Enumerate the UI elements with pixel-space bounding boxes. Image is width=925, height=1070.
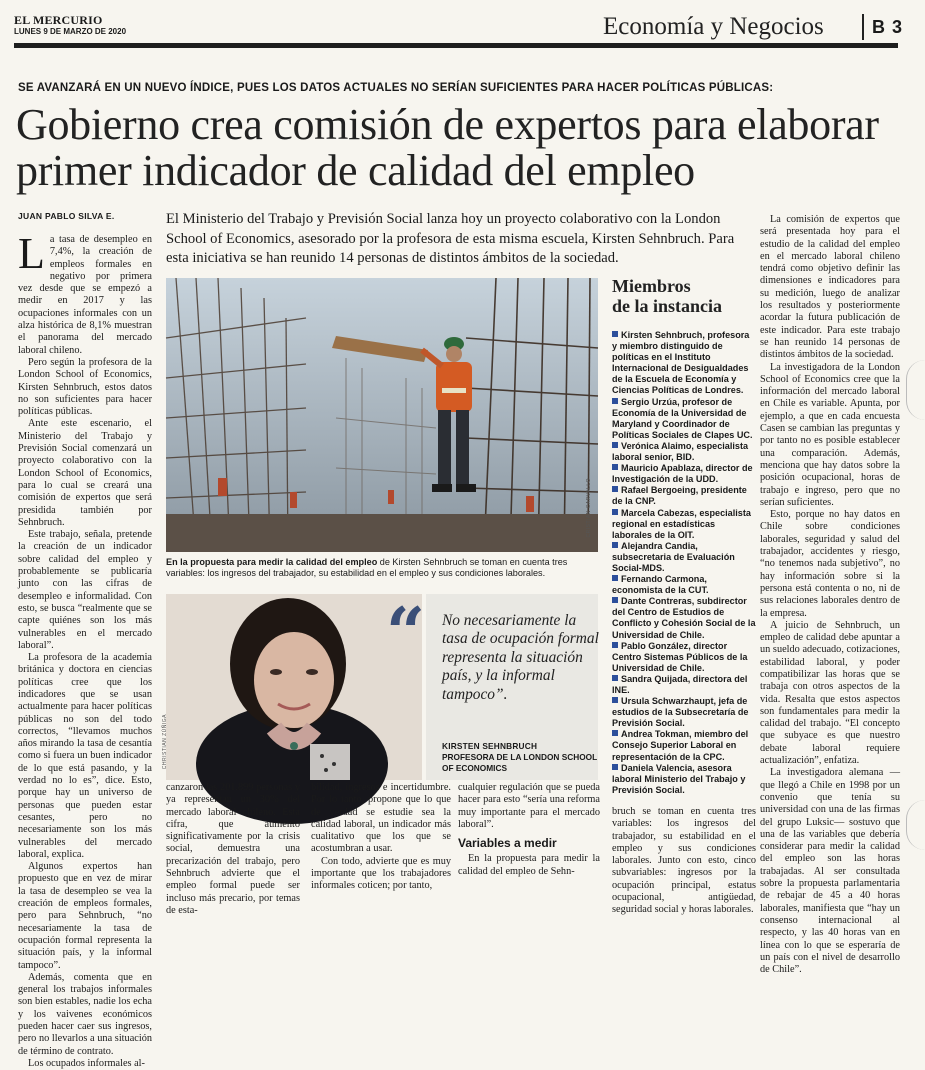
quote-author: KIRSTEN SEHNBRUCH <box>442 741 538 751</box>
paragraph: Este trabajo, señala, pretende la creación de un indicador sobre calidad del empleo y probablemente se publicaría junto con las cifras de desempleo e informalidad. Con esto, se busca “realmente que se capte quiénes son los más vulnerables en el mercado laboral”. <box>18 529 152 651</box>
members-title: Miembros de la instancia <box>612 276 723 316</box>
bullet-icon <box>612 597 618 603</box>
paragraph: Pero según la profesora de la London School of Economics, Kirsten Sehnbruch, estos datos no son suficientes para hacer políticas públicas. <box>18 356 152 418</box>
paragraph: La investigadora de la London School of Economics cree que la información del mercado laboral en Chile es variable. Apunta, por ejemplo, a que en cada encuesta Casen se cambian las preguntas y por tanto no es posible establecer una comparación. Además, menciona que hay datos sobre la posición ocupacional, horas de trabajo e ingreso, pero que no serían suficientes. <box>760 361 900 508</box>
list-item: Ursula Schwarzhaupt, jefa de estudios de la Subsecretaría de Previsión Social. <box>612 696 749 729</box>
publication-name: EL MERCURIO <box>14 13 103 27</box>
lede: El Ministerio del Trabajo y Previsión Social lanza hoy un proyecto colaborativo con la London School of Economics, asesorado por la profesora de esta misma escuela, Kirsten Sehnbruch. Para esta iniciativa se han reunido 14 personas de distintos ámbitos de la sociedad. <box>166 211 735 267</box>
list-item: Mauricio Apablaza, director de Investigación de la UDD. <box>612 463 753 485</box>
list-item: Marcela Cabezas, especialista regional en estadísticas laborales de la OIT. <box>612 507 751 540</box>
bullet-icon <box>612 697 618 703</box>
publication-date: LUNES 9 DE MARZO DE 2020 <box>14 27 127 36</box>
quote-author-title: PROFESORA DE LA LONDON SCHOOL OF ECONOMICS <box>442 752 598 773</box>
pull-quote: No necesariamente la tasa de ocupación formal representa la situación país, y la informal tampoco”. <box>442 612 599 703</box>
kicker: SE AVANZARÁ EN UN NUEVO ÍNDICE, PUES LOS DATOS ACTUALES NO SERÍAN SUFICIENTES PARA HACER POLÍTICAS PÚBLICAS: <box>18 82 774 94</box>
bullet-icon <box>612 542 618 548</box>
header-rule <box>14 43 898 48</box>
paragraph: A juicio de Sehnbruch, un empleo de calidad debe apuntar a un sueldo adecuado, cotizaciones, estabilidad laboral, y poder compatibilizar las horas que se trabaja con otros aspectos de la vida. Resalta que estos aspectos son fundamentales para medir la calidad del trabajo. “El concepto que subyace es que nuestro debate laboral requiere actualización”, enfatiza. <box>760 619 900 767</box>
article-column-4 <box>458 782 600 878</box>
list-item: Andrea Tokman, miembro del Consejo Superior Laboral en representación de la CPC. <box>612 729 749 762</box>
list-item: Kirsten Sehnbruch, profesora y miembro distinguido de políticas en el Instituto Internacional de Desigualdades de la Escuela de Economía y Ciencias Políticas de Londres. <box>612 330 750 396</box>
paragraph: Con todo, advierte que es muy importante que los trabajadores informales coticen; por tanto, <box>311 855 451 892</box>
list-item: Dante Contreras, subdirector del Centro de Estudios de Conflicto y Cohesión Social de la Universidad de Chile. <box>612 596 756 640</box>
paragraph: En la propuesta para medir la calidad del empleo de Sehn- <box>458 853 600 877</box>
paragraph: La comisión de expertos que será presentada hoy para el estudio de la calidad del empleo en el mercado laboral chileno tendrá como objetivo definir las dimensiones e indicadores para su medición, luego de analizar los resultados y posteriormente acordar la futura publicación de este indicador. Para este trabajo se han reunido 14 personas de distintos ámbitos de la sociedad. <box>760 214 900 361</box>
subheading: Variables a medir <box>458 836 557 851</box>
page-curl-mark <box>906 360 925 420</box>
construction-photo-illustration <box>166 278 598 552</box>
list-item: Fernando Carmona, economista de la CUT. <box>612 574 709 596</box>
headline: Gobierno crea comisión de expertos para elaborar primer indicador de calidad del empleo <box>16 100 879 195</box>
paragraph: Esto, porque no hay datos en Chile sobre condiciones laborales, seguridad y salud del trabajador, accidentes y riesgo, “no tenemos nada subjetivo”, no hay información sobre si la persona está contenta o no, ni de sus relaciones laborales dentro de la empresa. <box>760 509 900 619</box>
list-item: Daniela Valencia, asesora laboral Ministerio del Trabajo y Previsión Social. <box>612 762 746 795</box>
paragraph: La profesora de la academia británica y doctora en ciencias políticas cree que los indicadores que se usan actualmente para hacer políticas públicas no son del todo correctos, “llevamos muchos años mirando la tasa de cesantía como si fuera un buen indicador de lo que está pasando, y la verdad no lo es”, dice. Esto, porque hay un universo de personas que pueden estar cesantes, pero no necesariamente son los más vulnerables del mercado laboral, explica. <box>18 652 152 860</box>
paragraph: La tasa de desempleo en 7,4%, la creación de empleos formales en negativo por primera vez desde que se empezó a medir en 2017 y las ocupaciones informales con un alza histórica de 8,1% muestran el panorama del mercado laboral chileno. <box>18 229 152 356</box>
bullet-icon <box>612 331 618 337</box>
paragraph: cualquier regulación que se pueda hacer para esto “sería una reforma muy importante para el mercado laboral”. <box>458 782 600 830</box>
list-item: Pablo González, director Centro Sistemas Públicos de la Universidad de Chile. <box>612 640 748 673</box>
article-column-5 <box>612 806 756 917</box>
paragraph: bilidad, ingresos e incertidumbre. Por lo tanto, propone que lo que de verdad se estudie sea la calidad laboral, un indicador más cualitativo que los que se acostumbran a usar. <box>311 782 451 855</box>
list-item: Rafael Bergoeing, presidente de la CNP. <box>612 485 747 507</box>
section-separator <box>862 14 864 40</box>
byline: JUAN PABLO SILVA E. <box>18 211 115 221</box>
construction-photo <box>166 278 598 552</box>
quote-mark-icon: “ <box>386 593 426 673</box>
page-number: B 3 <box>872 17 904 37</box>
paragraph: bruch se toman en cuenta tres variables: los ingresos del trabajador, su estabilidad en el empleo y sus condiciones laborales. Junto con esto, cinco subvariables: ingresos por la ocupación principal, estatus ocupacional, antigüedad, seguridad social y horas laborales. <box>612 806 756 916</box>
paragraph: Además, comenta que en general los trabajos informales son bien estables, nadie los echa y los vaivenes económicos pueden hacer caer sus ingresos, pero no llevarlos a una situación de término de contrato. <box>18 971 152 1057</box>
article-column-6 <box>760 214 900 976</box>
list-item: Sandra Quijada, directora del INE. <box>612 673 748 695</box>
article-column-1 <box>18 229 152 1070</box>
bullet-icon <box>612 464 618 470</box>
paragraph: Los ocupados informales al- <box>28 1057 145 1069</box>
bullet-icon <box>612 575 618 581</box>
list-item: Sergio Urzúa, profesor de Economía de la Universidad de Maryland y Coordinador de Políticas Sociales de Clapes UC. <box>612 396 753 440</box>
paragraph: La investigadora alemana —que llegó a Chile en 1998 por un convenio que tenía su universidad con una de las firmas del grupo Luksic— sostuvo que una de las variables que debería considerar para medir la calidad del empleo son las horas trabajadas. Al ser consultada sobre la propuesta parlamentaria de rebajar de 45 a 40 horas laborales, manifiesta que “hay un consenso internacional al respecto, y las 40 horas van en línea con lo que se esperaría de un país con el nivel de desarrollo de Chile”. <box>760 767 900 976</box>
section-title: Economía y Negocios <box>603 13 824 40</box>
members-list <box>612 330 756 796</box>
portrait-illustration <box>166 594 422 780</box>
photo-credit: CHRISTIAN ZÚÑIGA <box>162 714 168 770</box>
article-column-3 <box>311 782 451 893</box>
paragraph: Ante este escenario, el Ministerio del Trabajo y Previsión Social comenzará un proyecto colaborativo con la London School of Economics, para lo cual se creará una comisión de expertos que será presidida también por Sehnbruch. <box>18 418 152 528</box>
page-curl-mark <box>906 800 925 850</box>
paragraph: canzaron las 201.899 personas y ya representan un 30% del mercado laboral chileno. Esta cifra, que aumentó significativamente por la crisis social, demuestra una precarización del trabajo, pero Sehnbruch advierte que el empleo formal puede ser incluso más precario, por temas de esta- <box>166 782 300 916</box>
portrait-photo <box>162 594 422 780</box>
bullet-icon <box>612 764 618 770</box>
bullet-icon <box>612 642 618 648</box>
bullet-icon <box>612 486 618 492</box>
bullet-icon <box>612 730 618 736</box>
paragraph: Algunos expertos han propuesto que en vez de mirar la tasa de desempleo se vea la creación de empleos formales, pero para Sehnbruch, “no necesariamente la tasa de ocupación formal representa la situación país, y la informal tampoco”. <box>18 861 152 971</box>
bullet-icon <box>612 398 618 404</box>
article-column-2 <box>166 782 300 917</box>
drop-cap: L <box>18 229 45 278</box>
bullet-icon <box>612 509 618 515</box>
photo-caption: En la propuesta para medir la calidad del empleo de Kirsten Sehnbruch se toman en cuenta tres variables: los ingresos del trabajador, su estabilidad en el empleo y sus condiciones laborales. <box>166 557 568 578</box>
bullet-icon <box>612 442 618 448</box>
list-item: Alejandra Candia, subsecretaria de Evaluación Social-MDS. <box>612 540 735 573</box>
bullet-icon <box>612 675 618 681</box>
photo-credit: CRISTIAN CARVALLO <box>586 478 592 538</box>
list-item: Verónica Alaimo, especialista laboral senior, BID. <box>612 440 749 463</box>
